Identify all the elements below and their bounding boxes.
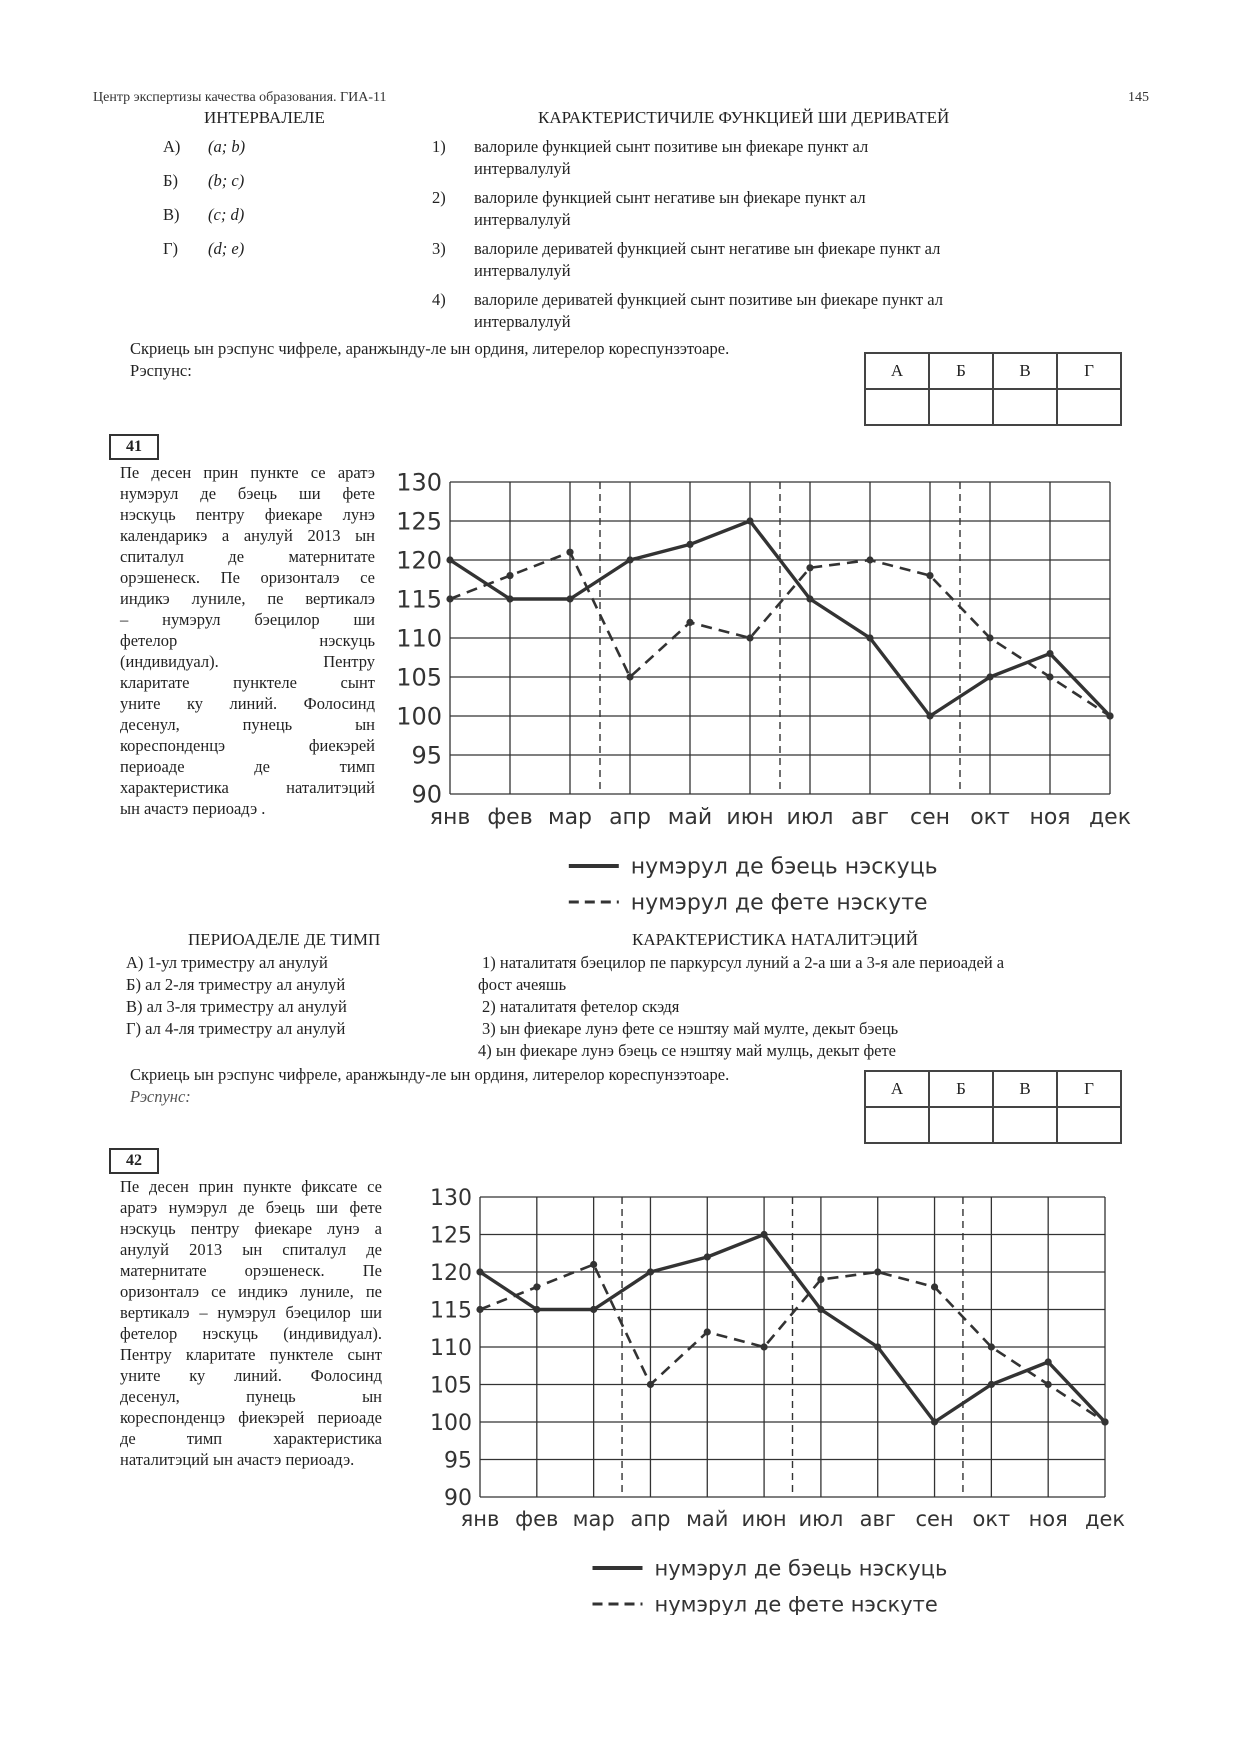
x-tick-label: фев [487, 805, 533, 830]
boys-data-point [647, 1268, 654, 1275]
answer-column-header: Г [1057, 1071, 1121, 1107]
boys-data-point [506, 595, 513, 602]
boys-data-point [746, 517, 753, 524]
boys-data-point [626, 556, 633, 563]
birthrate-item: 1) наталитатя бэецилор пе паркурсул луний а 2-а ши а 3-я але периоадей а [482, 953, 1005, 972]
girls-data-point [926, 572, 933, 579]
option-text-cont: интервалулуй [474, 210, 571, 229]
boys-data-point [931, 1418, 938, 1425]
x-tick-label: мар [572, 1507, 615, 1531]
girls-data-point [476, 1306, 483, 1313]
y-tick-label: 105 [396, 663, 442, 692]
girls-data-point [1045, 1381, 1052, 1388]
option-number: 2) [432, 188, 446, 207]
q40-instruction: Скриець ын рэспунс чифреле, аранжынду-ле ын ординя, литерелор кореспунзэтоаре. [130, 339, 730, 358]
characteristics-heading: КАРАКТЕРИСТИЧИЛЕ ФУНКЦИЕЙ ШИ ДЕРИВАТЕЙ [538, 108, 950, 127]
paragraph-line: Пе десен прин пункте се аратэ [120, 463, 375, 482]
option-text-cont: интервалулуй [474, 159, 571, 178]
paragraph-line: Пентру кларитате пунктеле сынт [120, 1345, 382, 1364]
interval-value: (b; c) [208, 171, 245, 190]
option-number: 4) [432, 290, 446, 309]
paragraph-line: кларитате пунктеле сынт [120, 673, 375, 692]
answer-column-header: А [865, 1071, 929, 1107]
x-tick-label: апр [630, 1507, 671, 1531]
birthrate-item: 4) ын фиекаре лунэ бэець се нэштяу май мулць, декыт фете [478, 1041, 897, 1060]
answer-cell[interactable] [993, 389, 1057, 425]
interval-letter: А) [163, 137, 181, 156]
x-tick-label: окт [972, 1507, 1011, 1531]
birthrate-item-cont: фост ачеяшь [478, 975, 567, 994]
paragraph-line: вертикалэ – нумэрул бэецилор ши [120, 1303, 382, 1322]
y-tick-label: 95 [411, 741, 442, 770]
paragraph-line: кореспонденцэ фиекэрей периоаде [120, 1408, 382, 1427]
q41-births-chart [370, 470, 1140, 920]
legend-label: нумэрул де бэець нэскуць [630, 854, 938, 880]
y-tick-label: 115 [396, 585, 442, 614]
paragraph-line: кореспонденцэ фиекэрей [120, 736, 375, 755]
boys-data-point [866, 634, 873, 641]
paragraph-line: оризонталэ се индикэ луниле, пе [120, 1282, 382, 1301]
paragraph-line: (индивидуал). Пентру [120, 652, 375, 671]
y-tick-label: 130 [396, 470, 442, 497]
paragraph-line: матернитате орэшенеск. Пе [120, 1261, 382, 1280]
answer-cell[interactable] [929, 1107, 993, 1143]
boys-data-point [760, 1231, 767, 1238]
y-tick-label: 90 [444, 1485, 472, 1511]
x-tick-label: май [686, 1507, 729, 1531]
x-tick-label: апр [609, 805, 651, 830]
girls-data-point [626, 673, 633, 680]
interval-letter: Б) [163, 171, 178, 190]
paragraph-line: ын ачастэ периоадэ . [120, 799, 266, 818]
y-tick-label: 105 [430, 1373, 472, 1399]
girls-data-point [806, 564, 813, 571]
running-header: Центр экспертизы качества образования. ГИА-11 [93, 90, 387, 105]
option-text-cont: интервалулуй [474, 261, 571, 280]
girls-data-point [866, 556, 873, 563]
q40-answer-label: Рэспунс: [130, 361, 192, 380]
answer-cell[interactable] [929, 389, 993, 425]
birthrate-list [478, 952, 1128, 1062]
y-tick-label: 100 [396, 702, 442, 731]
option-text: валориле дериватей функцией сынт позитиве ын фиекаре пункт ал [474, 290, 943, 309]
periods-list [126, 952, 347, 1040]
option-number: 3) [432, 239, 446, 258]
y-tick-label: 120 [430, 1260, 472, 1286]
paragraph-line: уните ку линий. Фолосинд [120, 1366, 382, 1385]
period-item: А) 1-ул триместру ал анулуй [126, 953, 328, 972]
girls-data-point [1046, 673, 1053, 680]
q41-answer-label: Рэспунс: [130, 1087, 191, 1106]
girls-data-point [686, 619, 693, 626]
paragraph-line: индикэ луниле, пе вертикалэ [120, 589, 375, 608]
x-tick-label: окт [970, 805, 1010, 830]
y-tick-label: 100 [430, 1410, 472, 1436]
boys-data-point [590, 1306, 597, 1313]
boys-data-point [817, 1306, 824, 1313]
girls-data-point [746, 634, 753, 641]
x-tick-label: дек [1088, 805, 1132, 830]
paragraph-line: нумэрул де бэець ши фете [120, 484, 375, 503]
period-item: В) ал 3-ля триместру ал анулуй [126, 997, 347, 1016]
y-tick-label: 110 [396, 624, 442, 653]
birthrate-item: 3) ын фиекаре лунэ фете се нэштяу май мулте, декыт бэець [482, 1019, 899, 1038]
paragraph-line: орэшенеск. Пе оризонталэ се [120, 568, 375, 587]
girls-data-point [817, 1276, 824, 1283]
option-text: валориле функцией сынт негативе ын фиекаре пункт ал [474, 188, 866, 207]
option-text-cont: интервалулуй [474, 312, 571, 331]
q42-description [120, 1176, 382, 1470]
period-item: Г) ал 4-ля триместру ал анулуй [126, 1019, 346, 1038]
birthrate-item: 2) наталитатя фетелор скэдя [482, 997, 680, 1016]
paragraph-line: спиталул де матернитате [120, 547, 375, 566]
interval-list [163, 136, 245, 272]
q41-answer-table [864, 1070, 1122, 1144]
boys-data-point [476, 1268, 483, 1275]
girls-data-point [988, 1343, 995, 1350]
girls-data-point [506, 572, 513, 579]
birthrate-heading: КАРАКТЕРИСТИКА НАТАЛИТЭЦИЙ [632, 930, 918, 949]
interval-letter: Г) [163, 239, 179, 258]
task-number-41: 41 [109, 434, 159, 460]
y-tick-label: 110 [430, 1335, 472, 1361]
boys-data-point [1045, 1358, 1052, 1365]
x-tick-label: авг [850, 805, 890, 830]
x-tick-label: май [667, 805, 713, 830]
interval-value: (a; b) [208, 137, 246, 156]
paragraph-line: десенул, пунець ын [120, 715, 375, 734]
x-tick-label: дек [1084, 1507, 1126, 1531]
answer-column-header: В [993, 1071, 1057, 1107]
paragraph-line: наталитэций ын ачастэ периоадэ. [120, 1450, 355, 1469]
paragraph-line: уните ку линий. Фолосинд [120, 694, 375, 713]
girls-data-point [566, 549, 573, 556]
boys-data-point [874, 1343, 881, 1350]
paragraph-line: нэскуць пентру фиекаре лунэ [120, 505, 375, 524]
paragraph-line: нэскуць пентру фиекаре лунэ а [120, 1219, 382, 1238]
y-tick-label: 90 [411, 780, 442, 809]
girls-data-point [533, 1283, 540, 1290]
paragraph-line: Пе десен прин пункте фиксате се [120, 1177, 382, 1196]
paragraph-line: де тимп характеристика [120, 1429, 382, 1448]
answer-cell[interactable] [993, 1107, 1057, 1143]
boys-data-point [686, 541, 693, 548]
boys-data-point [566, 595, 573, 602]
y-tick-label: 130 [430, 1185, 472, 1211]
answer-cell[interactable] [1057, 389, 1121, 425]
paragraph-line: – нумэрул бэецилор ши [120, 610, 375, 629]
paragraph-line: анулуй 2013 ын спиталул де [120, 1240, 382, 1259]
girls-data-point [986, 634, 993, 641]
girls-data-point [704, 1328, 711, 1335]
interval-value: (c; d) [208, 205, 245, 224]
boys-data-point [986, 673, 993, 680]
x-tick-label: июн [741, 1507, 787, 1531]
y-tick-label: 125 [430, 1223, 472, 1249]
paragraph-line: календарикэ а анулуй 2013 ын [120, 526, 375, 545]
girls-data-point [590, 1261, 597, 1268]
legend-label: нумэрул де фете нэскуте [654, 1592, 938, 1615]
x-tick-label: ноя [1028, 1507, 1068, 1531]
y-tick-label: 120 [396, 546, 442, 575]
boys-data-point [806, 595, 813, 602]
y-tick-label: 115 [430, 1298, 472, 1324]
answer-column-header: Б [929, 1071, 993, 1107]
q40-answer-table [864, 352, 1122, 426]
x-tick-label: июл [786, 805, 834, 830]
answer-cell[interactable] [865, 389, 929, 425]
boys-data-point [1046, 650, 1053, 657]
paragraph-line: фетелор нэскуць (индивидуал). [120, 1324, 382, 1343]
paragraph-line: фетелор нэскуць [120, 631, 375, 650]
interval-letter: В) [163, 205, 180, 224]
x-tick-label: янв [429, 805, 471, 830]
option-number: 1) [432, 137, 446, 156]
answer-column-header: В [993, 353, 1057, 389]
legend-label: нумэрул де фете нэскуте [630, 890, 928, 916]
paragraph-line: аратэ нумэрул де бэець ши фете [120, 1198, 382, 1217]
boys-data-point [704, 1253, 711, 1260]
answer-column-header: Б [929, 353, 993, 389]
girls-data-point [1101, 1418, 1108, 1425]
paragraph-line: периоаде де тимп [120, 757, 375, 776]
x-tick-label: июн [726, 805, 774, 830]
legend-label: нумэрул де бэець нэскуць [654, 1556, 948, 1581]
paragraph-line: десенул, пунець ын [120, 1387, 382, 1406]
q41-instruction: Скриець ын рэспунс чифреле, аранжынду-ле ын ординя, литерелор кореспунзэтоаре. [130, 1065, 730, 1084]
answer-cell[interactable] [1057, 1107, 1121, 1143]
page-number: 145 [1128, 90, 1149, 105]
boys-data-point [926, 712, 933, 719]
answer-column-header: Г [1057, 353, 1121, 389]
girls-data-point [760, 1343, 767, 1350]
q41-description [120, 462, 375, 819]
girls-data-point [931, 1283, 938, 1290]
interval-value: (d; e) [208, 239, 245, 258]
x-tick-label: авг [859, 1507, 896, 1531]
boys-data-point [988, 1381, 995, 1388]
girls-data-point [874, 1268, 881, 1275]
girls-data-point [647, 1381, 654, 1388]
options-list [432, 136, 1092, 340]
x-tick-label: фев [515, 1507, 559, 1531]
option-text: валориле функцией сынт позитиве ын фиекаре пункт ал [474, 137, 869, 156]
answer-column-header: А [865, 353, 929, 389]
period-item: Б) ал 2-ля триместру ал анулуй [126, 975, 346, 994]
paragraph-line: характеристика наталитэций [120, 778, 375, 797]
answer-cell[interactable] [865, 1107, 929, 1143]
q42-births-chart [400, 1185, 1140, 1615]
boys-data-point [533, 1306, 540, 1313]
boys-data-point [446, 556, 453, 563]
periods-heading: ПЕРИОАДЕЛЕ ДЕ ТИМП [188, 930, 381, 949]
x-tick-label: сен [915, 1507, 954, 1531]
x-tick-label: июл [798, 1507, 844, 1531]
girls-data-point [1106, 712, 1113, 719]
y-tick-label: 125 [396, 507, 442, 536]
x-tick-label: ноя [1029, 805, 1071, 830]
x-tick-label: мар [547, 805, 593, 830]
x-tick-label: сен [909, 805, 951, 830]
y-tick-label: 95 [444, 1448, 472, 1474]
option-text: валориле дериватей функцией сынт негативе ын фиекаре пункт ал [474, 239, 941, 258]
girls-data-point [446, 595, 453, 602]
x-tick-label: янв [460, 1507, 500, 1531]
task-number-42: 42 [109, 1148, 159, 1174]
intervals-heading: ИНТЕРВАЛЕЛЕ [204, 108, 325, 127]
